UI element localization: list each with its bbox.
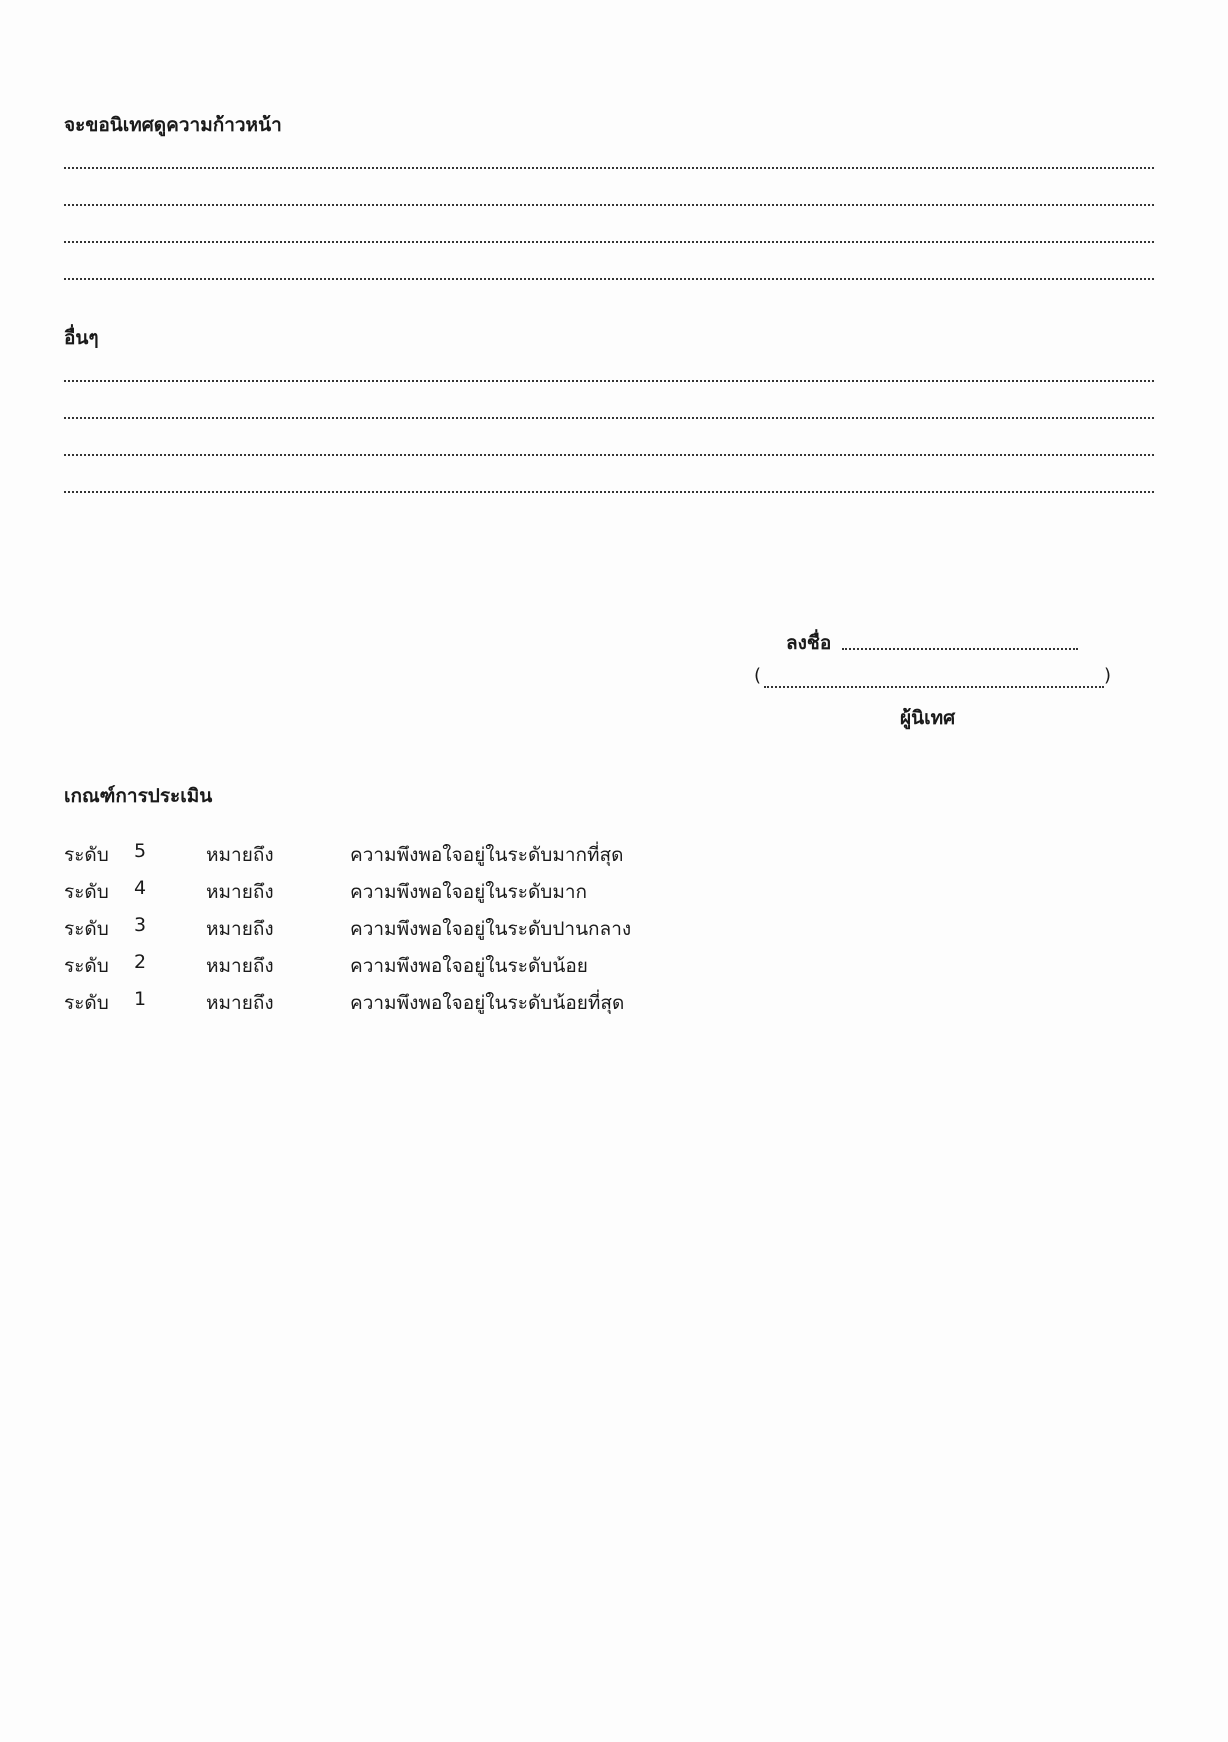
supervisor-role: ผู้นิเทศ xyxy=(900,707,956,729)
criteria-level-label: ระดับ xyxy=(64,844,109,866)
progress-blank-line[interactable] xyxy=(64,278,1154,280)
other-blank-line[interactable] xyxy=(64,417,1154,419)
progress-blank-line[interactable] xyxy=(64,241,1154,243)
criteria-description: ความพึงพอใจอยู่ในระดับมาก xyxy=(350,881,588,903)
criteria-level-number: 5 xyxy=(134,840,147,862)
criteria-row xyxy=(64,877,764,907)
sign-label: ลงชื่อ xyxy=(786,632,832,654)
criteria-description: ความพึงพอใจอยู่ในระดับปานกลาง xyxy=(350,918,632,940)
criteria-description: ความพึงพอใจอยู่ในระดับน้อย xyxy=(350,955,588,977)
progress-blank-line[interactable] xyxy=(64,204,1154,206)
other-blank-line[interactable] xyxy=(64,454,1154,456)
criteria-row xyxy=(64,840,764,870)
open-paren: ( xyxy=(754,665,762,686)
criteria-level-label: ระดับ xyxy=(64,881,109,903)
criteria-level-number: 2 xyxy=(134,951,147,973)
criteria-description: ความพึงพอใจอยู่ในระดับมากที่สุด xyxy=(350,844,624,866)
criteria-row xyxy=(64,951,764,981)
criteria-level-number: 1 xyxy=(134,988,147,1010)
criteria-means-label: หมายถึง xyxy=(206,955,274,977)
criteria-row xyxy=(64,988,764,1018)
criteria-means-label: หมายถึง xyxy=(206,992,274,1014)
criteria-level-number: 3 xyxy=(134,914,147,936)
criteria-means-label: หมายถึง xyxy=(206,844,274,866)
criteria-level-label: ระดับ xyxy=(64,918,109,940)
name-line[interactable] xyxy=(764,686,1104,688)
criteria-level-label: ระดับ xyxy=(64,992,109,1014)
criteria-level-number: 4 xyxy=(134,877,147,899)
other-heading: อื่นๆ xyxy=(64,327,99,349)
progress-heading: จะขอนิเทศดูความก้าวหน้า xyxy=(64,114,282,136)
close-paren: ) xyxy=(1104,665,1112,686)
criteria-means-label: หมายถึง xyxy=(206,918,274,940)
signature-line[interactable] xyxy=(842,648,1078,650)
criteria-description: ความพึงพอใจอยู่ในระดับน้อยที่สุด xyxy=(350,992,625,1014)
criteria-row xyxy=(64,914,764,944)
criteria-level-label: ระดับ xyxy=(64,955,109,977)
criteria-heading: เกณฑ์การประเมิน xyxy=(64,785,213,807)
other-blank-line[interactable] xyxy=(64,491,1154,493)
progress-blank-line[interactable] xyxy=(64,167,1154,169)
criteria-means-label: หมายถึง xyxy=(206,881,274,903)
other-blank-line[interactable] xyxy=(64,380,1154,382)
